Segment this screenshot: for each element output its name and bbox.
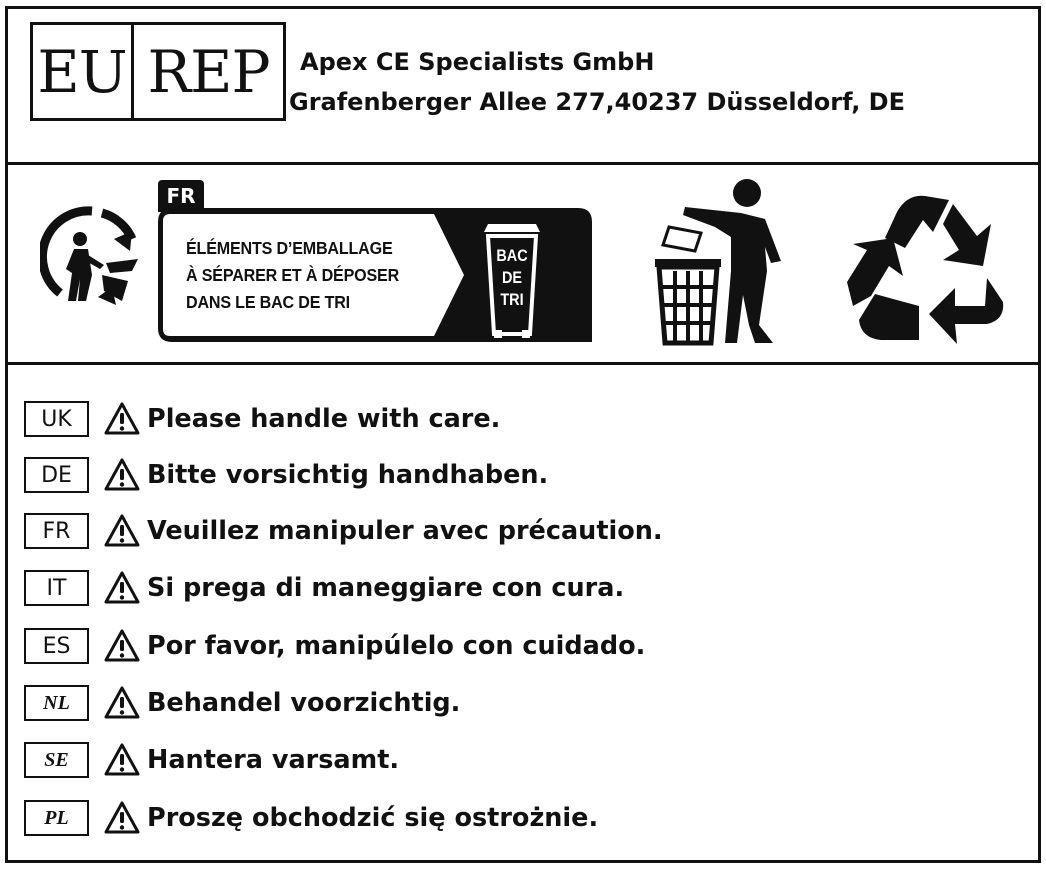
warning-row	[24, 397, 500, 441]
sorting-country-tag: FR	[158, 180, 204, 212]
warning-triangle-icon	[103, 685, 141, 721]
eu-rep-badge	[30, 22, 286, 121]
bin-label: DE	[501, 268, 523, 287]
warning-triangle-icon	[103, 457, 141, 493]
divider	[8, 162, 1038, 165]
recycle-icon	[845, 190, 1005, 350]
warning-triangle-icon	[103, 628, 141, 664]
warning-text: Hantera varsamt.	[147, 745, 400, 775]
language-code: FR	[24, 513, 89, 549]
bin-label: TRI	[500, 290, 524, 309]
warning-text: Behandel voorzichtig.	[147, 688, 461, 718]
warning-row	[24, 453, 548, 497]
sorting-info-block	[158, 180, 592, 342]
warning-text: Proszę obchodzić się ostrożnie.	[147, 803, 599, 833]
warning-row	[24, 796, 598, 840]
sorting-line: ÉLÉMENTS D’EMBALLAGE	[186, 238, 393, 258]
sorting-line: DANS LE BAC DE TRI	[186, 292, 350, 312]
language-code: SE	[24, 742, 89, 778]
warning-row	[24, 738, 399, 782]
warning-text: Por favor, manipúlelo con cuidado.	[147, 631, 646, 661]
divider	[8, 362, 1038, 365]
sorting-instruction	[186, 235, 399, 316]
language-code: ES	[24, 628, 89, 664]
language-code: PL	[24, 800, 89, 836]
warning-triangle-icon	[103, 800, 141, 836]
representative-address: Grafenberger Allee 277,40237 Düsseldorf, DE	[289, 88, 905, 116]
bin-label: BAC	[496, 246, 528, 265]
warning-triangle-icon	[103, 401, 141, 437]
language-code: NL	[24, 685, 89, 721]
warning-text: Si prega di maneggiare con cura.	[147, 573, 625, 603]
warning-row	[24, 509, 663, 553]
eu-rep-badge-right: REP	[147, 37, 270, 106]
eu-rep-badge-left: EU	[33, 25, 134, 118]
language-code: IT	[24, 570, 89, 606]
triman-icon	[40, 205, 144, 309]
warning-row	[24, 624, 645, 668]
representative-name: Apex CE Specialists GmbH	[300, 48, 655, 76]
warning-triangle-icon	[103, 742, 141, 778]
tidyman-icon	[655, 175, 785, 347]
warning-row	[24, 681, 460, 725]
warning-text: Please handle with care.	[147, 404, 501, 434]
warning-text: Veuillez manipuler avec précaution.	[147, 516, 663, 546]
sorting-line: À SÉPARER ET À DÉPOSER	[186, 265, 400, 285]
warning-triangle-icon	[103, 513, 141, 549]
language-code: DE	[24, 457, 89, 493]
warning-text: Bitte vorsichtig handhaben.	[147, 460, 549, 490]
warning-row	[24, 566, 624, 610]
warning-triangle-icon	[103, 570, 141, 606]
language-code: UK	[24, 401, 89, 437]
